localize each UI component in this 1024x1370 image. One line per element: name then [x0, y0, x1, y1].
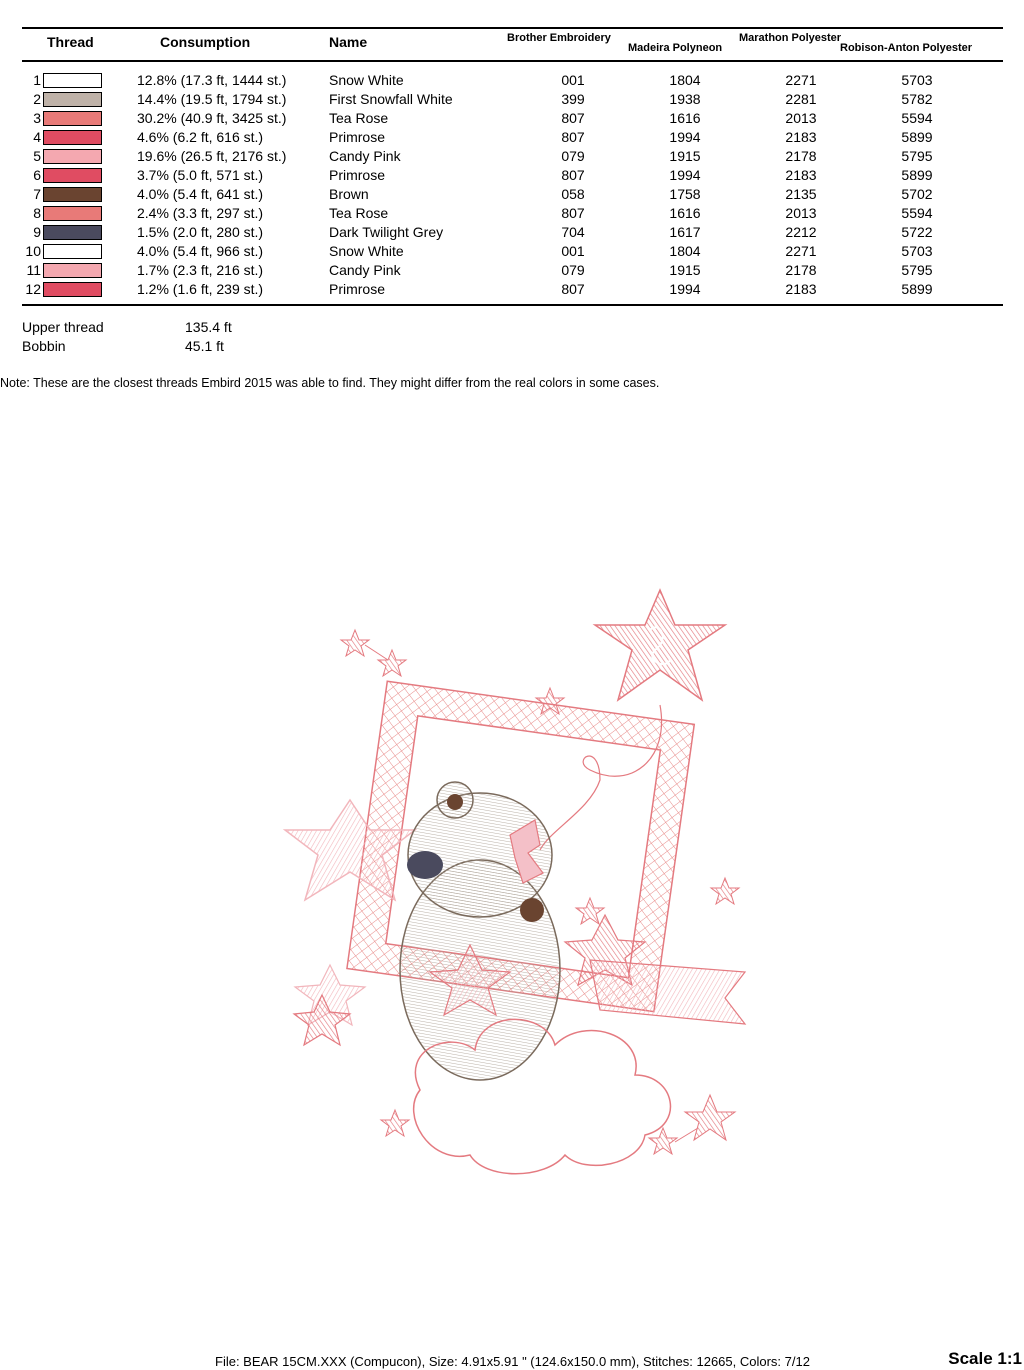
brother-code-cell: 807	[561, 110, 585, 126]
thread-number: 1	[33, 72, 41, 88]
thread-number: 9	[33, 224, 41, 240]
header-thread: Thread	[47, 34, 94, 50]
robison-code-cell: 5899	[901, 281, 933, 297]
marathon-code-cell: 2271	[785, 72, 817, 88]
table-row	[0, 242, 1024, 261]
thread-name-cell: Dark Twilight Grey	[329, 224, 444, 240]
table-row	[0, 128, 1024, 147]
thread-name-cell: Brown	[329, 186, 369, 202]
robison-code-cell: 5722	[901, 224, 933, 240]
table-top-rule	[22, 27, 1003, 29]
thread-number: 12	[25, 281, 41, 297]
marathon-code-cell: 2183	[785, 281, 817, 297]
robison-code-cell: 5795	[901, 262, 933, 278]
file-info-footer: File: BEAR 15CM.XXX (Compucon), Size: 4.91x5.91 " (124.6x150.0 mm), Stitches: 12665, Colors: 7/12	[215, 1354, 810, 1369]
table-row	[0, 223, 1024, 242]
color-swatch	[43, 282, 102, 297]
marathon-code-cell: 2212	[785, 224, 817, 240]
marathon-code-cell: 2013	[785, 110, 817, 126]
madeira-code-cell: 1915	[669, 148, 701, 164]
scale-label: Scale 1:1	[948, 1349, 1022, 1368]
robison-code-cell: 5703	[901, 243, 933, 259]
color-swatch	[43, 187, 102, 202]
madeira-code-cell: 1804	[669, 243, 701, 259]
consumption-cell: 4.6% (6.2 ft, 616 st.)	[137, 129, 264, 145]
thread-number: 7	[33, 186, 41, 202]
table-row	[0, 280, 1024, 299]
brother-code-cell: 079	[561, 148, 585, 164]
star-link-top	[365, 645, 388, 660]
brother-code-cell: 058	[561, 186, 585, 202]
robison-code-cell: 5899	[901, 167, 933, 183]
consumption-cell: 3.7% (5.0 ft, 571 st.)	[137, 167, 264, 183]
robison-code-cell: 5782	[901, 91, 933, 107]
consumption-cell: 30.2% (40.9 ft, 3425 st.)	[137, 110, 287, 126]
brother-code-cell: 399	[561, 91, 585, 107]
color-swatch	[43, 225, 102, 240]
robison-code-cell: 5594	[901, 205, 933, 221]
table-bottom-rule	[22, 304, 1003, 306]
upper-thread-value: 135.4 ft	[185, 319, 232, 335]
color-swatch	[43, 244, 102, 259]
madeira-code-cell: 1616	[669, 110, 701, 126]
thread-number: 8	[33, 205, 41, 221]
consumption-cell: 12.8% (17.3 ft, 1444 st.)	[137, 72, 287, 88]
marathon-code-cell: 2178	[785, 148, 817, 164]
embroidery-design-preview	[270, 580, 760, 1180]
bobbin-label: Bobbin	[22, 338, 66, 354]
color-swatch	[43, 92, 102, 107]
thread-name-cell: Primrose	[329, 281, 386, 297]
madeira-code-cell: 1994	[669, 167, 701, 183]
madeira-code-cell: 1804	[669, 72, 701, 88]
brother-code-cell: 704	[561, 224, 585, 240]
brother-code-cell: 807	[561, 281, 585, 297]
marathon-code-cell: 2281	[785, 91, 817, 107]
brother-code-cell: 001	[561, 243, 585, 259]
thread-number: 3	[33, 110, 41, 126]
color-swatch	[43, 149, 102, 164]
consumption-cell: 1.5% (2.0 ft, 280 st.)	[137, 224, 264, 240]
table-row	[0, 109, 1024, 128]
thread-number: 5	[33, 148, 41, 164]
marathon-code-cell: 2013	[785, 205, 817, 221]
madeira-code-cell: 1616	[669, 205, 701, 221]
header-madeira: Madeira Polyneon	[628, 42, 723, 54]
thread-number: 2	[33, 91, 41, 107]
consumption-cell: 1.2% (1.6 ft, 239 st.)	[137, 281, 264, 297]
consumption-cell: 2.4% (3.3 ft, 297 st.)	[137, 205, 264, 221]
cloud	[414, 1019, 671, 1173]
marathon-code-cell: 2183	[785, 167, 817, 183]
ribbon-banner	[590, 960, 745, 1024]
color-swatch	[43, 206, 102, 221]
robison-code-cell: 5703	[901, 72, 933, 88]
robison-code-cell: 5702	[901, 186, 933, 202]
thread-name-cell: Candy Pink	[329, 148, 401, 164]
madeira-code-cell: 1915	[669, 262, 701, 278]
marathon-code-cell: 2135	[785, 186, 817, 202]
thread-number: 4	[33, 129, 41, 145]
header-brother: Brother Embroidery	[507, 32, 611, 44]
thread-number: 6	[33, 167, 41, 183]
brother-code-cell: 807	[561, 129, 585, 145]
robison-code-cell: 5594	[901, 110, 933, 126]
thread-name-cell: Tea Rose	[329, 110, 389, 126]
table-row	[0, 204, 1024, 223]
upper-thread-label: Upper thread	[22, 319, 104, 335]
robison-code-cell: 5795	[901, 148, 933, 164]
header-name: Name	[329, 34, 368, 50]
brother-code-cell: 807	[561, 205, 585, 221]
consumption-cell: 19.6% (26.5 ft, 2176 st.)	[137, 148, 287, 164]
thread-name-cell: Candy Pink	[329, 262, 401, 278]
consumption-cell: 14.4% (19.5 ft, 1794 st.)	[137, 91, 287, 107]
brother-code-cell: 807	[561, 167, 585, 183]
madeira-code-cell: 1617	[669, 224, 701, 240]
marathon-code-cell: 2183	[785, 129, 817, 145]
color-swatch	[43, 263, 102, 278]
header-consumption: Consumption	[160, 34, 251, 50]
header-marathon: Marathon Polyester	[739, 32, 842, 44]
thread-name-cell: Primrose	[329, 167, 386, 183]
thread-name-cell: Snow White	[329, 72, 404, 88]
consumption-cell: 4.0% (5.4 ft, 966 st.)	[137, 243, 264, 259]
madeira-code-cell: 1758	[669, 186, 701, 202]
table-row	[0, 261, 1024, 280]
bobbin-value: 45.1 ft	[185, 338, 224, 354]
thread-name-cell: Primrose	[329, 129, 386, 145]
thread-name-cell: First Snowfall White	[329, 91, 453, 107]
madeira-code-cell: 1994	[669, 129, 701, 145]
consumption-cell: 4.0% (5.4 ft, 641 st.)	[137, 186, 264, 202]
table-row	[0, 166, 1024, 185]
marathon-code-cell: 2271	[785, 243, 817, 259]
table-row	[0, 185, 1024, 204]
table-row	[0, 71, 1024, 90]
color-swatch	[43, 111, 102, 126]
brother-code-cell: 079	[561, 262, 585, 278]
table-row	[0, 147, 1024, 166]
robison-code-cell: 5899	[901, 129, 933, 145]
thread-name-cell: Snow White	[329, 243, 404, 259]
madeira-code-cell: 1938	[669, 91, 701, 107]
thread-number: 10	[25, 243, 41, 259]
color-swatch	[43, 73, 102, 88]
thread-note: Note: These are the closest threads Embird 2015 was able to find. They might differ from the real colors in some cases.	[0, 376, 660, 390]
table-row	[0, 90, 1024, 109]
color-swatch	[43, 168, 102, 183]
thread-name-cell: Tea Rose	[329, 205, 389, 221]
brother-code-cell: 001	[561, 72, 585, 88]
color-swatch	[43, 130, 102, 145]
consumption-cell: 1.7% (2.3 ft, 216 st.)	[137, 262, 264, 278]
table-header-rule	[22, 60, 1003, 62]
thread-number: 11	[26, 262, 41, 278]
header-robison: Robison-Anton Polyester	[840, 42, 973, 54]
marathon-code-cell: 2178	[785, 262, 817, 278]
madeira-code-cell: 1994	[669, 281, 701, 297]
